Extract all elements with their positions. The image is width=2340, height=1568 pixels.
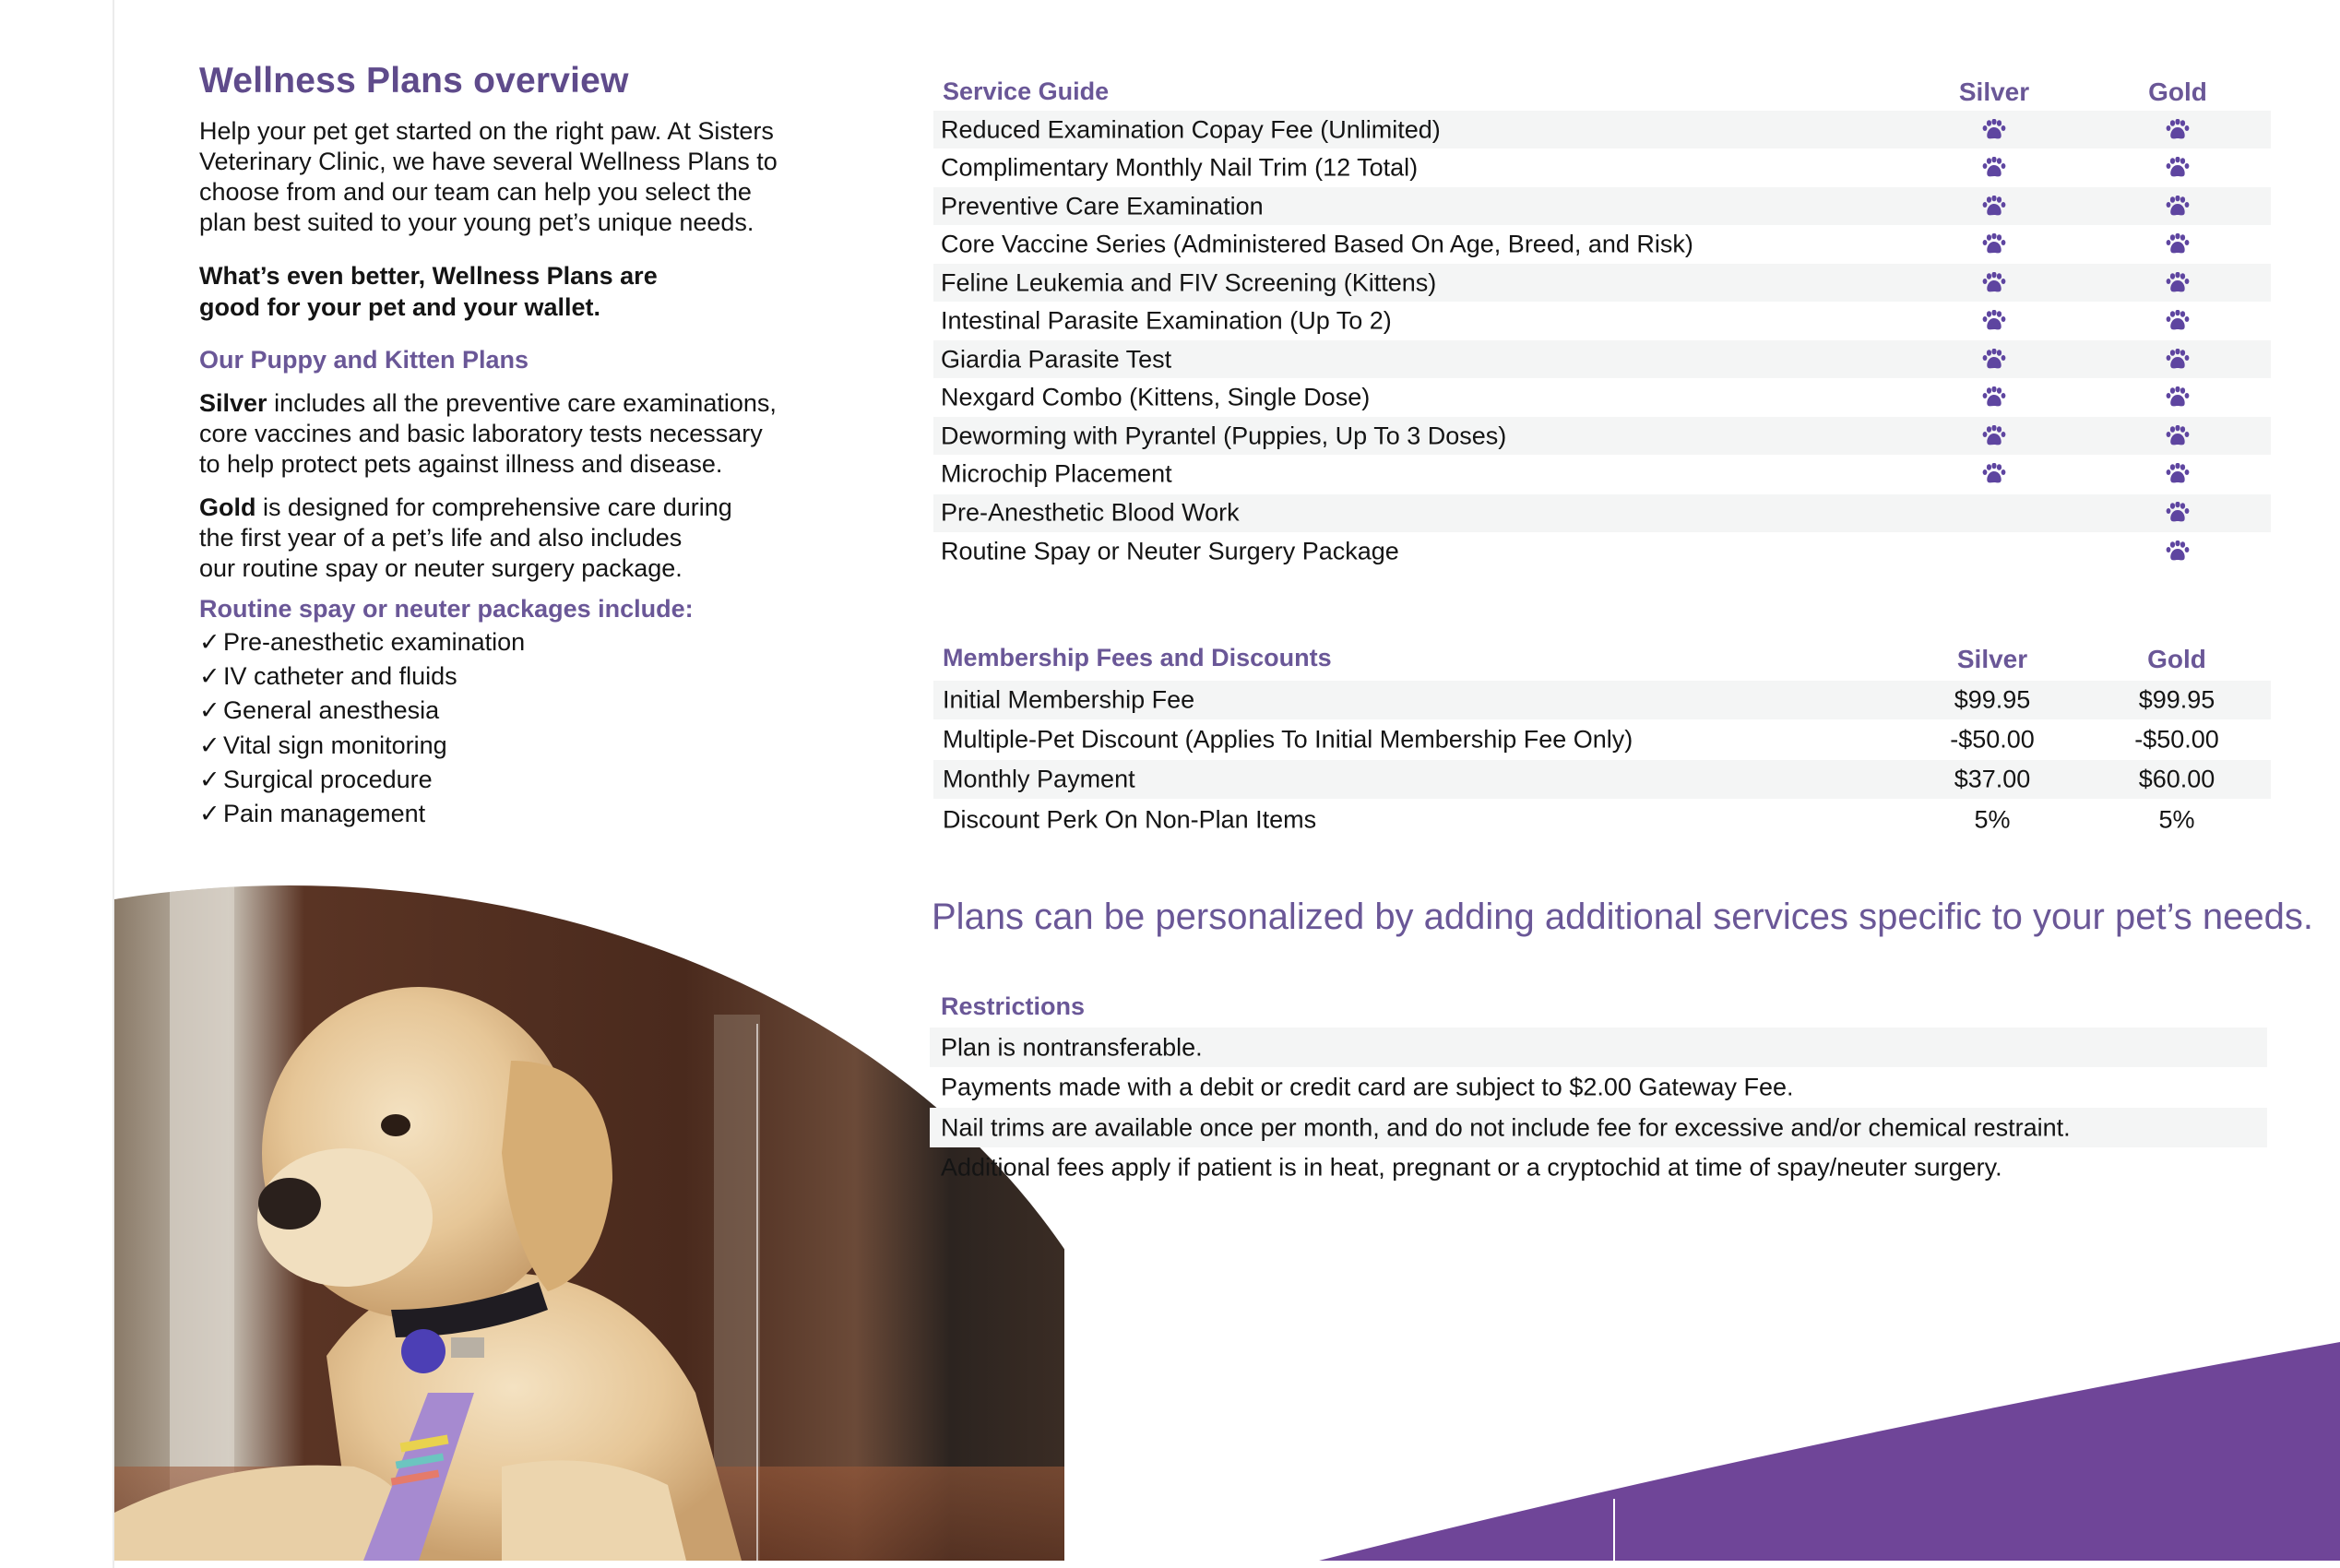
service-label: Nexgard Combo (Kittens, Single Dose) [941, 383, 1371, 411]
service-label: Giardia Parasite Test [941, 345, 1172, 374]
gold-label: Gold [199, 493, 256, 521]
membership-label: Discount Perk On Non-Plan Items [943, 805, 1317, 834]
checkmark-icon: ✓ [199, 628, 220, 656]
membership-label: Multiple-Pet Discount (Applies To Initial Membership Fee Only) [943, 725, 1633, 754]
checkmark-icon: ✓ [199, 662, 220, 691]
package-item-label: Vital sign monitoring [223, 731, 447, 759]
service-guide-col-gold: Gold [2148, 77, 2207, 106]
checkmark-icon: ✓ [199, 696, 220, 725]
service-label: Deworming with Pyrantel (Puppies, Up To 3 Doses) [941, 422, 1507, 450]
gold-value: $60.00 [2138, 765, 2215, 793]
membership-title: Membership Fees and Discounts [943, 644, 1332, 671]
restriction-text: Plan is nontransferable. [941, 1033, 1203, 1061]
service-label: Routine Spay or Neuter Surgery Package [941, 537, 1399, 565]
service-label: Microchip Placement [941, 459, 1172, 488]
checkmark-icon: ✓ [199, 800, 220, 827]
service-guide-col-silver: Silver [1958, 77, 2030, 106]
service-guide-title: Service Guide [943, 77, 1110, 105]
checkmark-icon: ✓ [199, 765, 220, 793]
emphasis-line: good for your pet and your wallet. [199, 293, 601, 321]
package-item-label: Pre-anesthetic examination [223, 628, 526, 656]
personalize-note: Plans can be personalized by adding additional services specific to your pet’s needs. [932, 897, 2313, 937]
gold-text: is designed for comprehensive care during [255, 493, 732, 521]
intro-line: choose from and our team can help you select the [199, 178, 752, 206]
intro-line: Help your pet get started on the right paw. At Sisters [199, 117, 774, 145]
restrictions-title: Restrictions [941, 992, 1086, 1020]
silver-description-line: core vaccines and basic laboratory tests necessary [199, 420, 763, 447]
package-item-label: General anesthesia [223, 696, 440, 725]
membership-col-gold: Gold [2147, 645, 2206, 673]
silver-text: includes all the preventive care examinations, [267, 389, 777, 417]
package-item-label: IV catheter and fluids [223, 662, 457, 691]
restriction-text: Payments made with a debit or credit card are subject to $2.00 Gateway Fee. [941, 1073, 1794, 1101]
gold-description-line: the first year of a pet’s life and also includes [199, 524, 683, 552]
silver-value: 5% [1974, 805, 2011, 834]
service-label: Reduced Examination Copay Fee (Unlimited) [941, 115, 1441, 143]
silver-value: -$50.00 [1950, 725, 2035, 754]
page-title: Wellness Plans overview [199, 61, 629, 101]
package-item-label: Pain management [223, 800, 426, 827]
membership-label: Initial Membership Fee [943, 685, 1195, 714]
service-label: Complimentary Monthly Nail Trim (12 Total) [941, 153, 1419, 182]
packages-heading: Routine spay or neuter packages include: [199, 595, 694, 623]
service-label: Feline Leukemia and FIV Screening (Kittens) [941, 268, 1437, 297]
service-label: Core Vaccine Series (Administered Based On Age, Breed, and Risk) [941, 230, 1693, 258]
silver-value: $37.00 [1954, 765, 2031, 793]
gold-description-line: our routine spay or neuter surgery package. [199, 554, 683, 582]
gold-value: $99.95 [2138, 685, 2215, 714]
service-label: Pre-Anesthetic Blood Work [941, 498, 1240, 527]
restriction-text: Additional fees apply if patient is in heat, pregnant or a cryptochid at time of spay/neuter surgery. [941, 1153, 2002, 1182]
emphasis-line: What’s even better, Wellness Plans are [199, 262, 658, 290]
checkmark-icon: ✓ [199, 731, 220, 759]
intro-line: plan best suited to your young pet’s unique needs. [199, 208, 754, 236]
intro-line: Veterinary Clinic, we have several Wellness Plans to [199, 148, 778, 175]
gold-value: -$50.00 [2134, 725, 2219, 754]
silver-value: $99.95 [1954, 685, 2031, 714]
membership-label: Monthly Payment [943, 765, 1135, 793]
service-label: Preventive Care Examination [941, 192, 1264, 220]
package-item-label: Surgical procedure [223, 765, 433, 793]
plans-heading: Our Puppy and Kitten Plans [199, 346, 529, 374]
restriction-text: Nail trims are available once per month, and do not include fee for excessive and/or chemical restraint. [941, 1113, 2071, 1141]
silver-description-line: to help protect pets against illness and disease. [199, 450, 723, 478]
service-label: Intestinal Parasite Examination (Up To 2) [941, 306, 1392, 335]
membership-col-silver: Silver [1956, 645, 2028, 673]
gold-value: 5% [2158, 805, 2195, 834]
silver-label: Silver [199, 389, 267, 417]
